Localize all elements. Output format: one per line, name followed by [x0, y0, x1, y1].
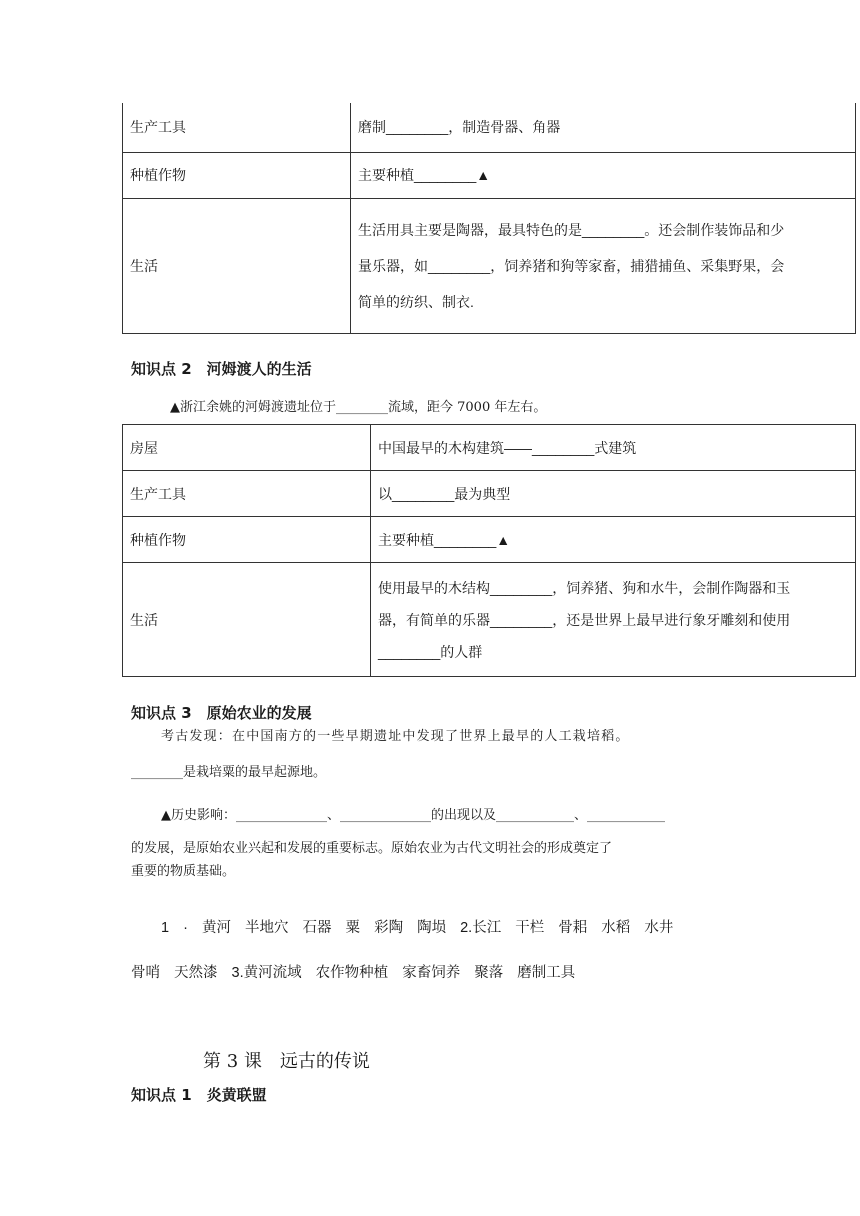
content-line: 使用最早的木结构________，饲养猪、狗和水牛，会制作陶器和玉 — [378, 579, 791, 596]
table-row — [123, 103, 856, 152]
paragraph: 重要的物质基础。 — [131, 864, 236, 879]
answer-key-line: 1 · 黄河 半地穴 石器 粟 彩陶 陶埙 2.长江 干栏 骨耜 水稻 水井 — [161, 920, 674, 936]
row-content: 以________最为典型 — [371, 471, 856, 517]
paragraph: ________是栽培粟的最早起源地。 — [131, 765, 327, 780]
row-content: 主要种植________▲ — [371, 517, 856, 563]
row-content — [371, 563, 856, 677]
table-row — [123, 425, 856, 471]
paragraph: 考古发现：在中国南方的一些早期遗址中发现了世界上最早的人工栽培稻。 — [161, 729, 630, 744]
row-label: 种植作物 — [123, 517, 371, 563]
paragraph: ▲历史影响：______________、______________的出现以及____________、____________ — [161, 808, 665, 823]
section-heading: 知识点 3 原始农业的发展 — [131, 704, 312, 722]
row-label: 生活 — [123, 198, 351, 333]
section-heading: 知识点 1 炎黄联盟 — [131, 1086, 267, 1104]
row-label: 种植作物 — [123, 152, 351, 198]
content-line: 量乐器，如________，饲养猪和狗等家畜，捕猎捕鱼、采集野果，会 — [358, 257, 785, 274]
lesson-title: 第 3 课 远古的传说 — [203, 1051, 370, 1072]
answer-key-line: 骨哨 天然漆 3.黄河流域 农作物种植 家畜饲养 聚落 磨制工具 — [131, 965, 576, 981]
row-content — [351, 198, 856, 333]
row-content: 主要种植________▲ — [351, 152, 856, 198]
content-line: 简单的纺织、制衣. — [358, 293, 474, 310]
content-line: 生活用具主要是陶器，最具特色的是________。还会制作装饰品和少 — [358, 221, 785, 238]
table-row — [123, 471, 856, 517]
paragraph: ▲浙江余姚的河姆渡遗址位于________流域，距今 7000 年左右。 — [170, 400, 547, 415]
row-label: 生产工具 — [123, 471, 371, 517]
row-content: 中国最早的木构建筑——________式建筑 — [371, 425, 856, 471]
row-label: 生产工具 — [123, 103, 351, 152]
table-row — [123, 563, 856, 677]
row-label: 房屋 — [123, 425, 371, 471]
table-row — [123, 517, 856, 563]
table-banpo — [122, 103, 856, 334]
row-content: 磨制________，制造骨器、角器 — [351, 103, 856, 152]
paragraph: 的发展，是原始农业兴起和发展的重要标志。原始农业为古代文明社会的形成奠定了 — [131, 841, 613, 856]
row-label: 生活 — [123, 563, 371, 677]
table-hemudu — [122, 424, 856, 677]
content-line: ________的人群 — [378, 643, 483, 660]
table-row — [123, 152, 856, 198]
section-heading: 知识点 2 河姆渡人的生活 — [131, 360, 312, 378]
content-line: 器，有简单的乐器________，还是世界上最早进行象牙雕刻和使用 — [378, 611, 791, 628]
table-row — [123, 198, 856, 333]
